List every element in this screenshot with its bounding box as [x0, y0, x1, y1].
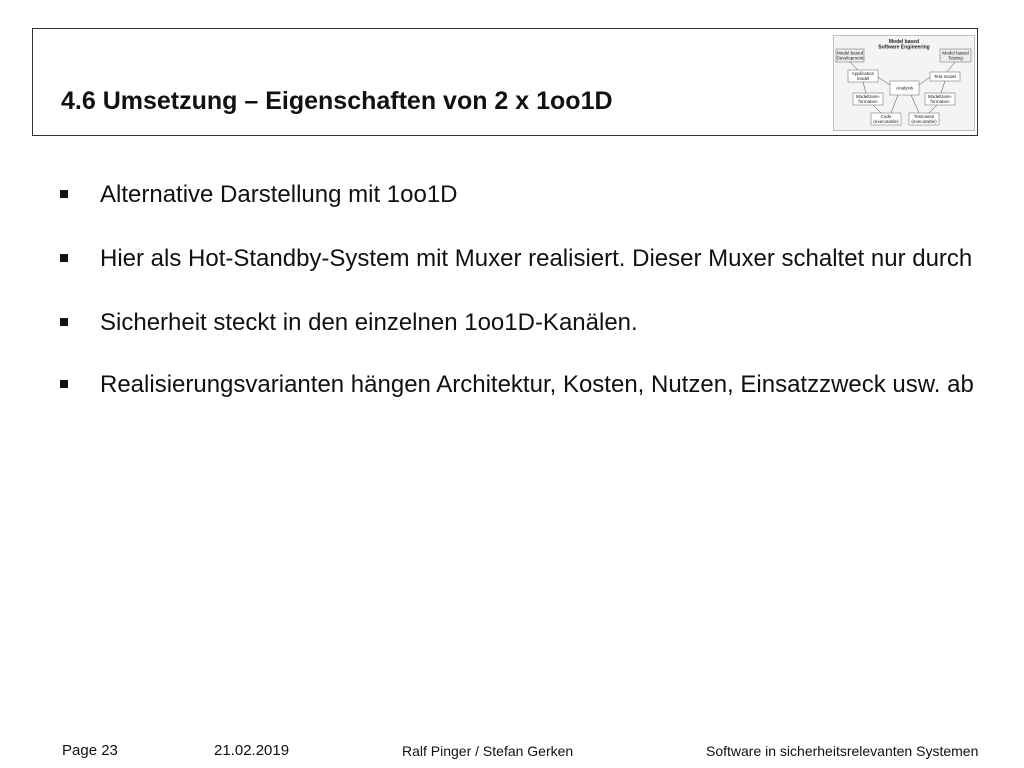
footer-date: 21.02.2019: [214, 742, 290, 759]
app-model-label-2: model: [856, 76, 870, 81]
testcases-label-2: (executable): [911, 119, 937, 124]
footer-course-title: Software in sicherheitsrelevanten Systemen: [706, 743, 979, 759]
code-label-2: (executable): [873, 119, 899, 124]
bullet-text: Realisierungsvarianten hängen Architektur, Kosten, Nutzen, Einsatzzweck usw. ab: [100, 371, 974, 398]
model-based-engineering-diagram: [833, 35, 975, 131]
slide-title: 4.6 Umsetzung – Eigenschaften von 2 x 1oo1D: [61, 87, 613, 115]
bullet-text: Alternative Darstellung mit 1oo1D: [100, 181, 458, 208]
footer-page-number: Page 23: [62, 742, 118, 759]
bullet-item: [58, 242, 978, 276]
bullet-item: [58, 368, 978, 402]
app-model-label-1: Application: [851, 71, 875, 76]
diagram-header-1: Model based: [888, 39, 920, 45]
bullet-item: [58, 306, 978, 340]
analysis-label: Analysis: [895, 85, 914, 91]
bullet-text: Hier als Hot-Standby-System mit Muxer realisiert. Dieser Muxer schaltet nur durch: [100, 245, 973, 272]
testcases-label-1: Testcases: [913, 114, 935, 119]
footer-authors: Ralf Pinger / Stefan Gerken: [402, 743, 574, 759]
transform-right-label-1: Modeltrans-: [927, 94, 953, 99]
mbt-label-2: Testing: [948, 55, 963, 61]
bullet-square-icon: [60, 254, 68, 262]
code-label-1: Code: [880, 114, 892, 119]
bullet-square-icon: [60, 190, 68, 198]
transform-left-label-1: Modeltrans-: [855, 94, 881, 99]
diagram-header-2: Software Engineering: [878, 44, 930, 51]
bullet-item: [58, 178, 978, 212]
bullet-square-icon: [60, 318, 68, 326]
title-box: [32, 28, 978, 136]
bullet-square-icon: [60, 380, 68, 388]
transform-right-label-2: formation: [930, 99, 950, 104]
transform-left-label-2: formation: [858, 99, 878, 104]
bullet-list: [58, 178, 978, 432]
mbd-label-2: Development: [836, 55, 864, 61]
test-model-label: Test model: [933, 74, 957, 79]
mbd-label-1: Model based: [836, 50, 864, 56]
mbt-label-1: Model based: [942, 50, 969, 56]
bullet-text: Sicherheit steckt in den einzelnen 1oo1D-Kanälen.: [100, 309, 638, 336]
